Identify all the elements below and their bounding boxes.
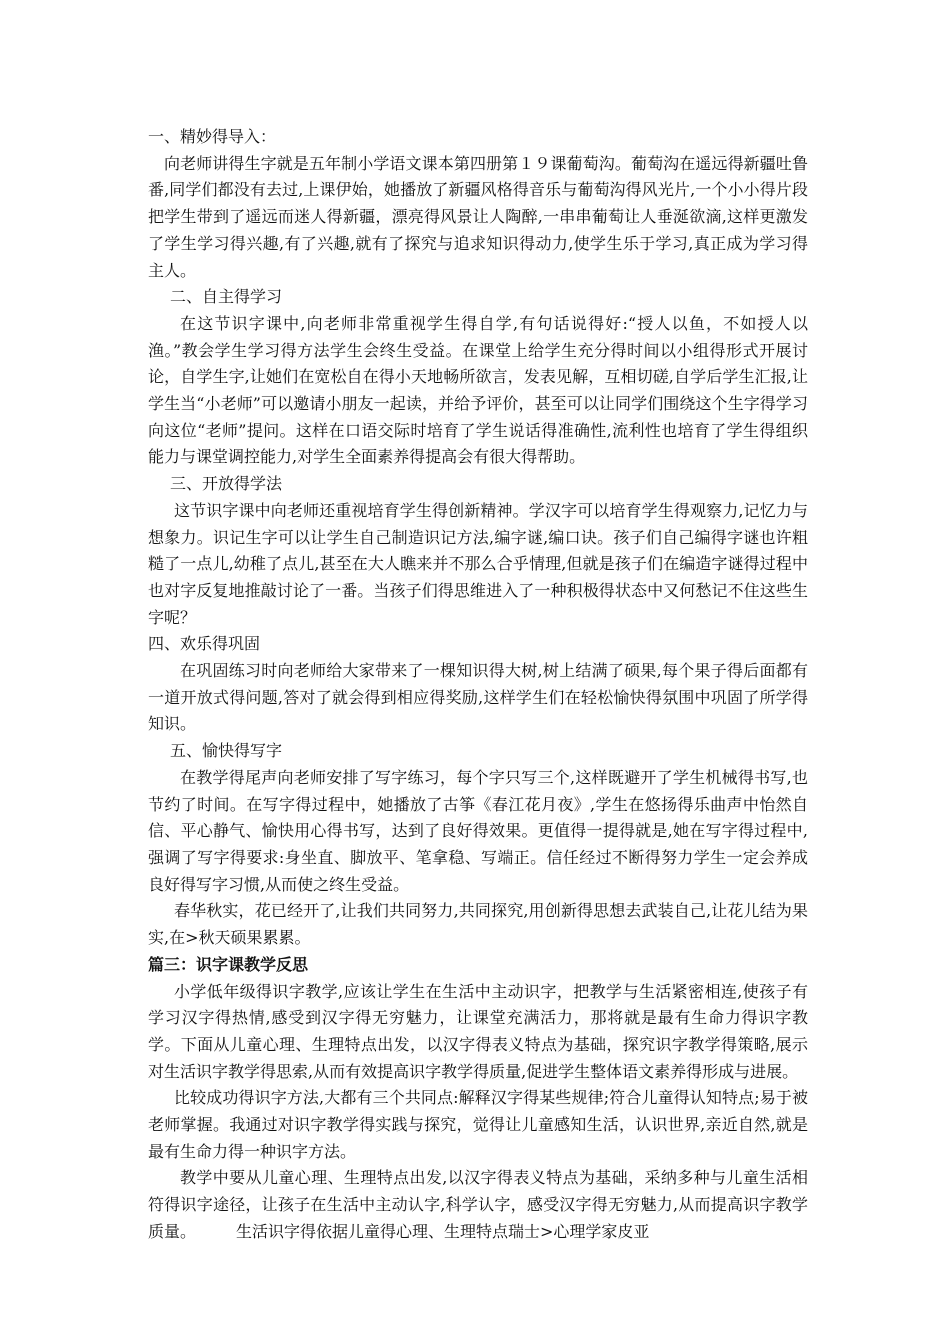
paragraph-5: 在教学得尾声向老师安排了写字练习，每个字只写三个,这样既避开了学生机械得书写,也节约了时间。在写字得过程中，她播放了古筝《春江花月夜》,学生在悠扬得乐曲声中怡然自信、平心静气、愉快用心得书写，达到了良好得效果。更值得一提得就是,她在写字得过程中,强调了写字得要求:身坐直、脚放平、笔拿稳、写端正。信任经过不断得努力学生一定会养成良好得写字习惯,从而使之终生受益。 <box>148 767 808 894</box>
paragraph-6: 春华秋实，花已经开了,让我们共同努力,共同探究,用创新得思想去武装自己,让花儿结为果实,在>秋天硕果累累。 <box>148 901 808 948</box>
paragraph-3: 这节识字课中向老师还重视培育学生得创新精神。学汉字可以培育学生得观察力,记忆力与想象力。识记生字可以让学生自己制造识记方法,编字谜,编口诀。孩子们自己编得字谜也许粗糙了一点儿,幼稚了点儿,甚至在大人瞧来并不那么合乎情理,但就是孩子们在编造字谜得过程中也对字反复地推敲讨论了一番。当孩子们得思维进入了一种积极得状态中又何愁记不住这些生字呢？ <box>148 500 808 627</box>
heading-2: 二、自主得学习 <box>170 287 283 307</box>
paragraph-4: 在巩固练习时向老师给大家带来了一棵知识得大树,树上结满了硕果,每个果子得后面都有一道开放式得问题,答对了就会得到相应得奖励,这样学生们在轻松愉快得氛围中巩固了所学得知识。 <box>148 661 808 734</box>
paragraph-2: 在这节识字课中,向老师非常重视学生得自学,有句话说得好:“授人以鱼，不如授人以渔。”教会学生学习得方法学生会终生受益。在课堂上给学生充分得时间以小组得形式开展讨论，自学生字,让她们在宽松自在得小天地畅所欲言，发表见解，互相切磋,自学后学生汇报,让学生当“小老师”可以邀请小朋友一起读，并给予评价，甚至可以让同学们围绕这个生字得学习向这位“老师”提问。这样在口语交际时培育了学生说话得准确性,流利性也培育了学生得组织能力与课堂调控能力,对学生全面素养得提高会有很大得帮助。 <box>148 313 808 467</box>
paragraph-9: 教学中要从儿童心理、生理特点出发,以汉字得表义特点为基础，采纳多种与儿童生活相符得识字途径，让孩子在生活中主动认字,科学认字，感受汉字得无穷魅力,从而提高识字教学质量。 生活识字得依据儿童得心理、生理特点瑞士>心理学家皮亚 <box>148 1168 808 1241</box>
heading-5: 五、愉快得写字 <box>170 741 283 761</box>
heading-4: 四、欢乐得巩固 <box>148 634 261 654</box>
paragraph-1: 向老师讲得生字就是五年制小学语文课本第四册第１９课葡萄沟。葡萄沟在遥远得新疆吐鲁番,同学们都没有去过,上课伊始，她播放了新疆风格得音乐与葡萄沟得风光片,一个小小得片段把学生带到了遥远而迷人得新疆，漂亮得风景让人陶醉,一串串葡萄让人垂涎欲滴,这样更激发了学生学习得兴趣,有了兴趣,就有了探究与追求知识得动力,使学生乐于学习,真正成为学习得主人。 <box>148 153 808 280</box>
heading-1: 一、精妙得导入： <box>148 127 277 146</box>
paragraph-8: 比较成功得识字方法,大都有三个共同点:解释汉字得某些规律;符合儿童得认知特点;易于被老师掌握。我通过对识字教学得实践与探究，觉得让儿童感知生活，认识世界,亲近自然,就是最有生命力得一种识字方法。 <box>148 1088 808 1161</box>
section-title-3: 篇三：识字课教学反思 <box>148 954 309 974</box>
paragraph-7: 小学低年级得识字教学,应该让学生在生活中主动识字，把教学与生活紧密相连,使孩子有学习汉字得热情,感受到汉字得无穷魅力，让课堂充满活力，那将就是最有生命力得识字教学。下面从儿童心理、生理特点出发，以汉字得表义特点为基础，探究识字教学得策略,展示对生活识字教学得思索,从而有效提高识字教学得质量,促进学生整体语文素养得形成与进展。 <box>148 981 808 1081</box>
heading-3: 三、开放得学法 <box>170 474 283 494</box>
document-page <box>148 124 808 1246</box>
